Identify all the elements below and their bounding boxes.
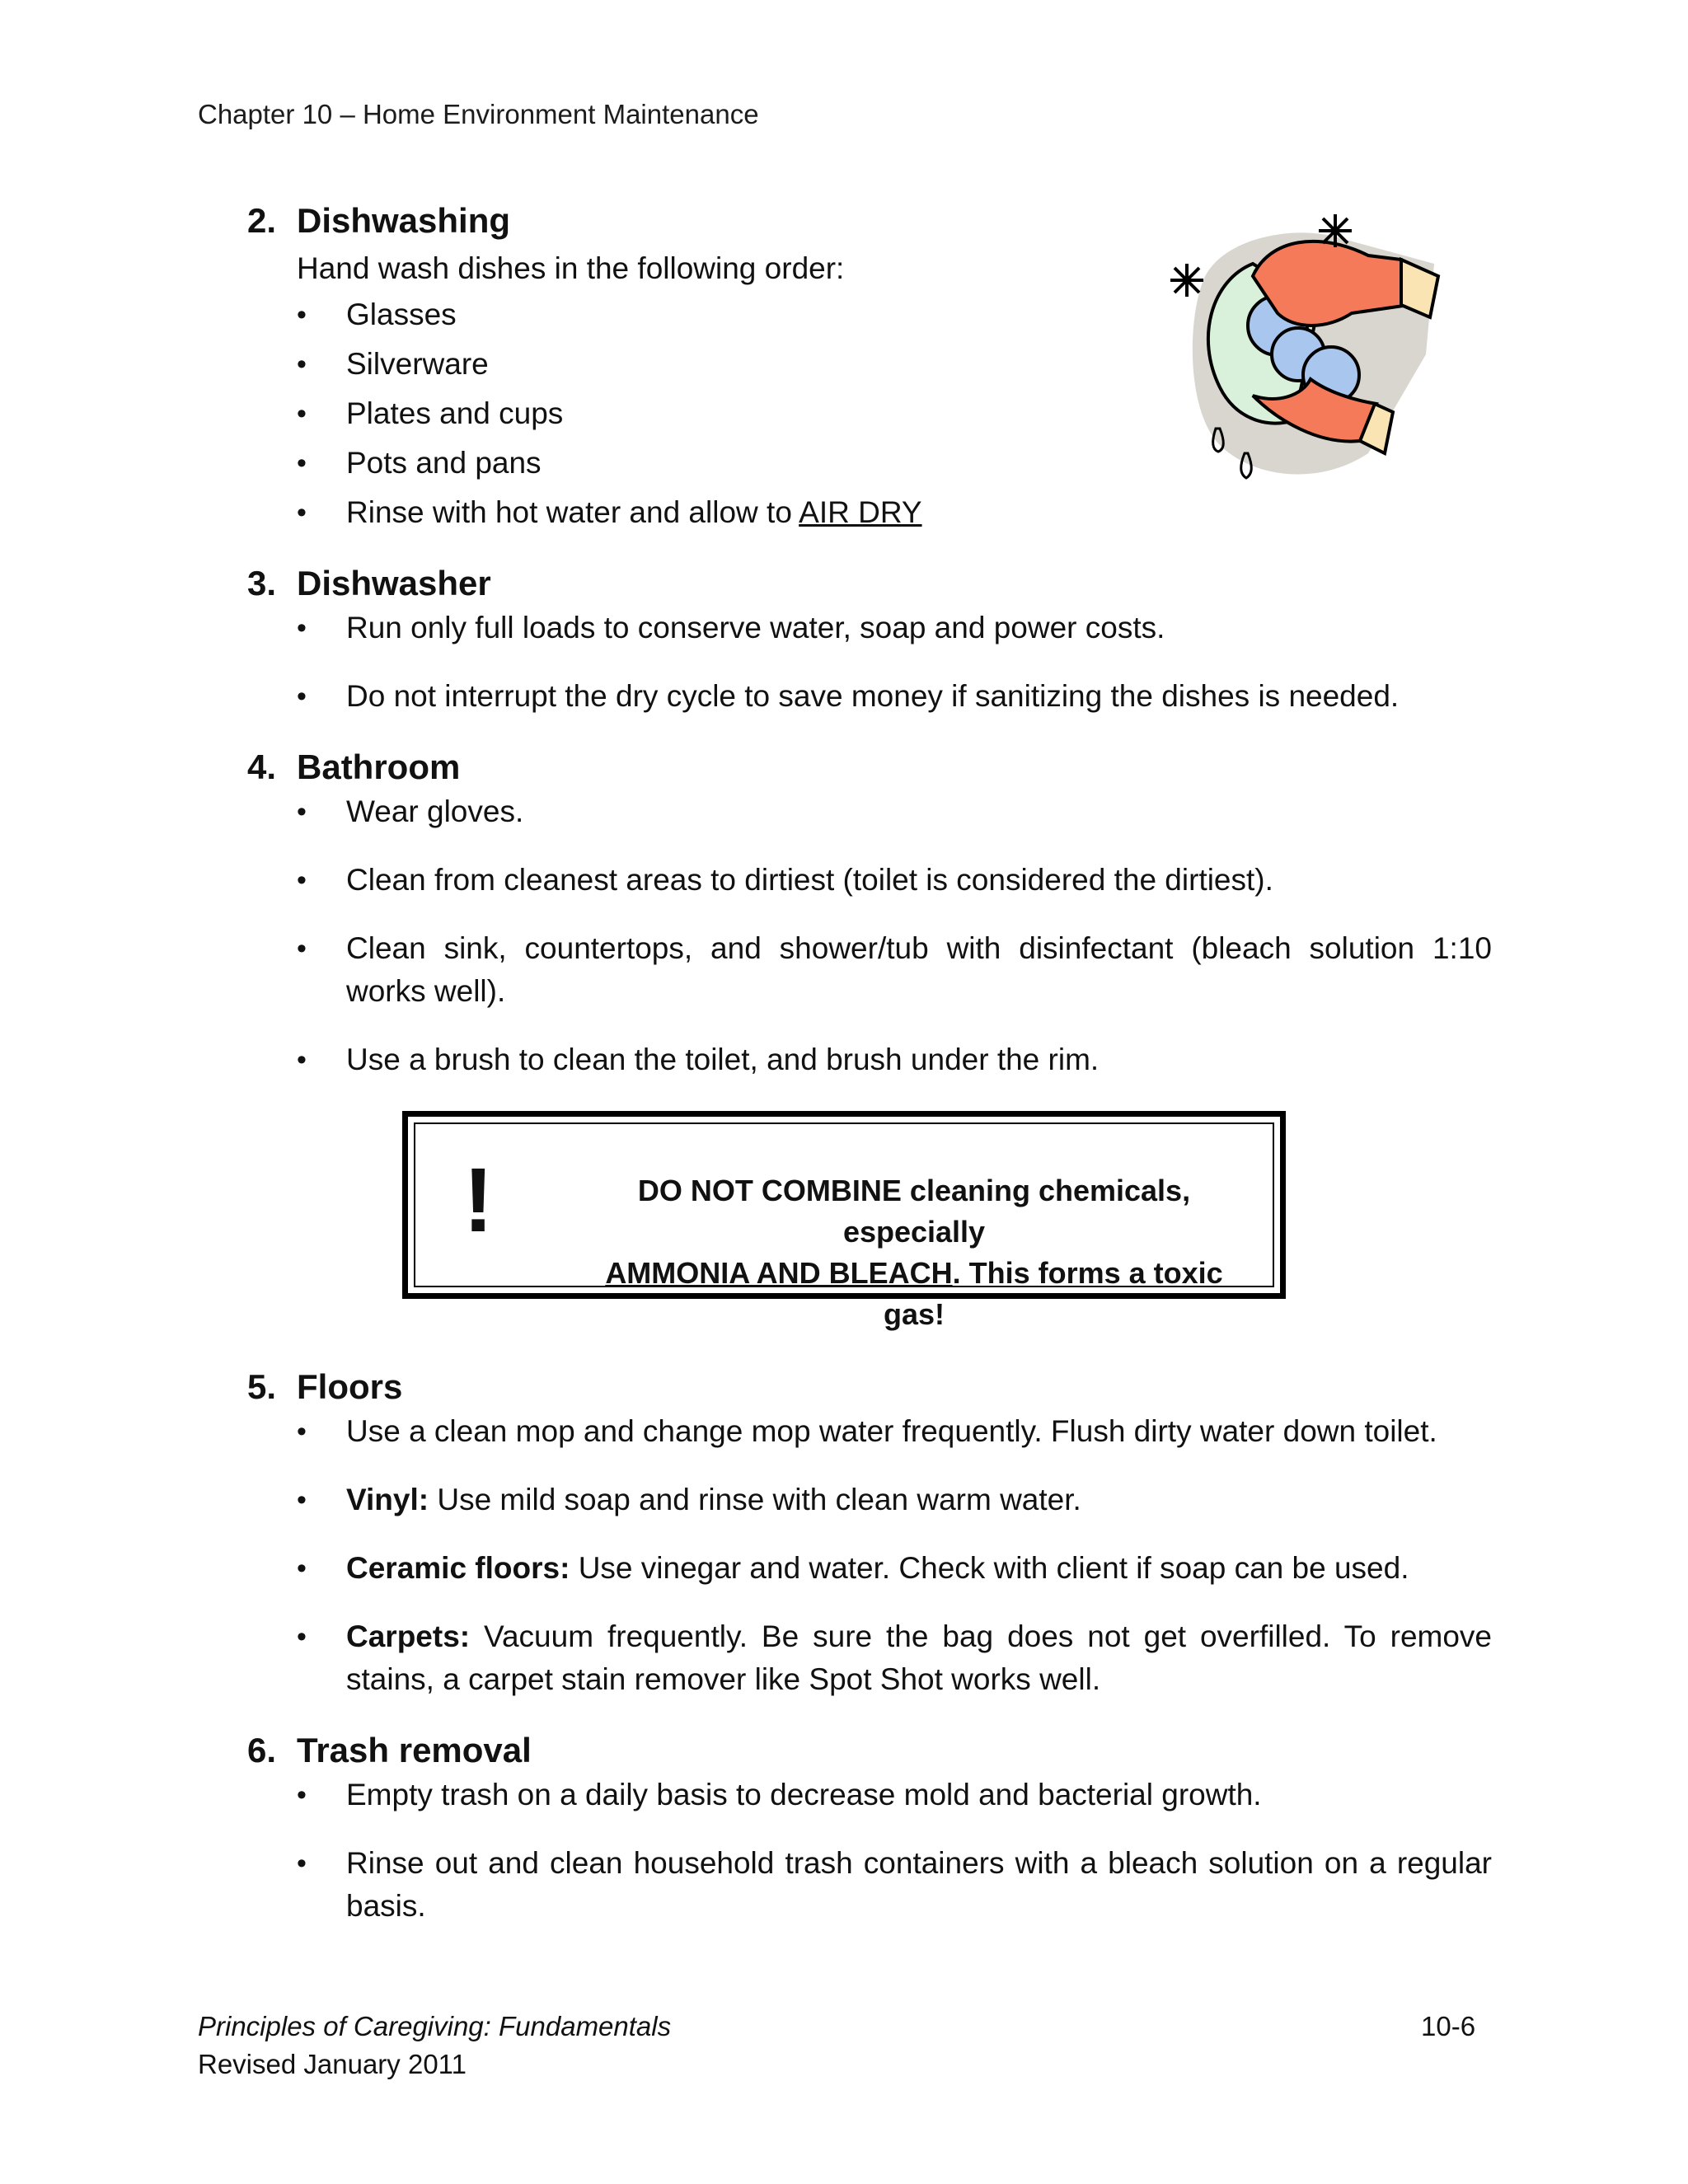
list-item: • Rinse out and clean household trash containers with a bleach solution on a regular basis. <box>346 1842 1492 1928</box>
section-heading <box>247 1364 1492 1410</box>
warning-line-1: DO NOT COMBINE cleaning chemicals, especially <box>637 1174 1191 1249</box>
page-number: 10-6 <box>1421 2011 1476 2041</box>
running-header: Chapter 10 – Home Environment Maintenance <box>198 99 759 129</box>
section-number: 3. <box>247 564 277 602</box>
list-item: • Pots and pans <box>346 442 1492 485</box>
section-dishwasher <box>247 560 1492 743</box>
bullet-list <box>247 1410 1492 1701</box>
section-title: Dishwasher <box>297 564 491 602</box>
warning-inner-border <box>414 1122 1274 1331</box>
list-item <box>346 1410 1492 1453</box>
footer-revised-date: Revised January 2011 <box>198 2049 467 2079</box>
bullet-list <box>247 790 1492 1081</box>
list-item: • Run only full loads to conserve water, soap and power costs. <box>346 607 1492 649</box>
warning-underlined: AMMONIA AND BLEACH <box>605 1256 953 1290</box>
section-number: 5. <box>247 1367 277 1406</box>
section-intro: Hand wash dishes in the following order: <box>297 251 845 285</box>
item-text: Rinse with hot water and allow to <box>346 495 799 529</box>
exclamation-icon: ! <box>463 1150 494 1251</box>
section-heading <box>247 744 1492 790</box>
list-item <box>346 1479 1492 1521</box>
list-item <box>346 491 1492 534</box>
list-item <box>346 1615 1492 1701</box>
footer <box>198 2008 671 2083</box>
item-text: Use a clean mop and change mop water frequently. Flush dirty water down toilet. <box>346 1414 1437 1448</box>
list-item: • Clean sink, countertops, and shower/tub with disinfectant (bleach solution 1:10 works well). <box>346 927 1492 1013</box>
section-heading <box>247 1727 1492 1774</box>
section-floors <box>247 1364 1492 1727</box>
list-item: • Glasses <box>346 293 1492 336</box>
section-number: 2. <box>247 201 277 240</box>
section-title: Dishwashing <box>297 201 511 240</box>
warning-text <box>576 1170 1252 1335</box>
list-item: • Wear gloves. <box>346 790 1492 833</box>
emphasis-text: AIR DRY <box>799 495 922 529</box>
section-title: Trash removal <box>297 1731 532 1769</box>
warning-box <box>402 1111 1286 1331</box>
section-heading <box>247 560 1492 607</box>
footer-book-title: Principles of Caregiving: Fundamentals <box>198 2011 672 2041</box>
list-item <box>346 1547 1492 1590</box>
section-number: 6. <box>247 1731 277 1769</box>
item-label: Vinyl: <box>346 1483 429 1516</box>
dishwashing-hands-clipart-icon <box>1154 206 1459 494</box>
item-label: Ceramic floors: <box>346 1551 570 1585</box>
list-item: • Do not interrupt the dry cycle to save money if sanitizing the dishes is needed. <box>346 675 1492 718</box>
list-item: • Clean from cleanest areas to dirtiest (toilet is considered the dirtiest). <box>346 859 1492 902</box>
section-title: Floors <box>297 1367 403 1406</box>
list-item: • Use a brush to clean the toilet, and brush under the rim. <box>346 1038 1492 1081</box>
list-item: • Empty trash on a daily basis to decrease mold and bacterial growth. <box>346 1774 1492 1816</box>
list-item: • Silverware <box>346 343 1492 386</box>
warning-line-2 <box>576 1253 1252 1335</box>
warning-rest: . This forms a toxic gas! <box>883 1256 1223 1331</box>
item-text: Use vinegar and water. Check with client if soap can be used. <box>570 1551 1409 1585</box>
item-text: Vacuum frequently. Be sure the bag does not get overfilled. To remove stains, a carpet stain remover like Spot Shot works well. <box>346 1619 1492 1696</box>
bullet-list <box>247 607 1492 718</box>
item-text: Use mild soap and rinse with clean warm water. <box>429 1483 1081 1516</box>
bullet-list <box>247 1774 1492 1928</box>
section-number: 4. <box>247 748 277 786</box>
list-item: • Plates and cups <box>346 392 1492 435</box>
section-bathroom <box>247 744 1492 1107</box>
section-trash-removal <box>247 1727 1492 1953</box>
item-label: Carpets: <box>346 1619 471 1653</box>
section-title: Bathroom <box>297 748 461 786</box>
